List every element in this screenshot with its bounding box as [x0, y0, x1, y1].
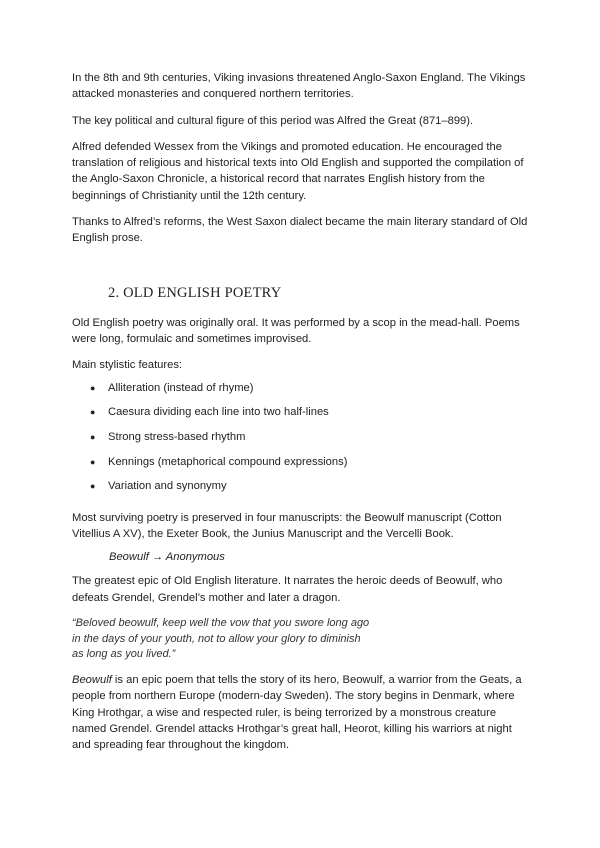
section-heading: 2. OLD ENGLISH POETRY [108, 284, 282, 301]
list-item-text: Alliteration (instead of rhyme) [108, 381, 254, 394]
bullet-icon: ● [90, 456, 96, 467]
list-item-text: Variation and synonymy [108, 480, 227, 493]
paragraph-alfred-wessex: Alfred defended Wessex from the Vikings and promoted education. He encouraged the translation of religious and historical texts into Old English and supported the compilation of the Anglo-Saxon Chronicle, a historical record that narrates English history from the beginnings of Christianity until the 12th century. [72, 140, 524, 202]
work-title: Beowulf → Anonymous [109, 551, 225, 564]
list-item [72, 404, 532, 420]
paragraph-viking-invasions: In the 8th and 9th centuries, Viking invasions threatened Anglo-Saxon England. The Vikings attacked monasteries and conquered northern territories. [72, 72, 526, 101]
list-item-text: Strong stress-based rhythm [108, 430, 246, 443]
beowulf-title-italic: Beowulf [72, 674, 112, 687]
list-item [72, 478, 532, 494]
beowulf-quote: “Beloved beowulf, keep well the vow that you swore long ago in the days of your youth, not to allow your glory to diminish as long as you lived.” [72, 616, 370, 661]
story-text: is an epic poem that tells the story of its hero, Beowulf, a warrior from the Geats, a people from northern Europe (modern-day Sweden). The story begins in Denmark, where King Hrothgar, a wise and respected ruler, is being terrorized by a monstrous creature named Grendel. Grendel attacks Hrothgar’s great hall, Heorot, killing his warriors at night and spreading fear throughout the kingdom. [72, 674, 522, 752]
list-item [72, 454, 532, 470]
features-label: Main stylistic features: [72, 359, 183, 372]
paragraph-key-figure: The key political and cultural figure of this period was Alfred the Great (871–899). [72, 114, 474, 127]
bullet-icon: ● [90, 431, 96, 442]
list-item [72, 380, 532, 396]
features-list [72, 380, 532, 495]
paragraph-poetry-intro: Old English poetry was originally oral. It was performed by a scop in the mead-hall. Poems were long, formulaic and sometimes improvised. [72, 316, 520, 345]
list-item-text: Caesura dividing each line into two half-lines [108, 406, 329, 419]
bullet-icon: ● [90, 407, 96, 418]
paragraph-story [72, 672, 532, 753]
page-content [72, 70, 532, 754]
bullet-icon: ● [90, 382, 96, 393]
list-item [72, 429, 532, 445]
list-item-text: Kennings (metaphorical compound expressions) [108, 455, 348, 468]
paragraph-epic-summary: The greatest epic of Old English literature. It narrates the heroic deeds of Beowulf, who defeats Grendel, Grendel’s mother and later a dragon. [72, 575, 503, 604]
paragraph-reforms: Thanks to Alfred’s reforms, the West Saxon dialect became the main literary standard of Old English prose. [72, 216, 528, 245]
paragraph-manuscripts: Most surviving poetry is preserved in four manuscripts: the Beowulf manuscript (Cotton Vitellius A XV), the Exeter Book, the Junius Manuscript and the Vercelli Book. [72, 511, 502, 540]
bullet-icon: ● [90, 481, 96, 492]
